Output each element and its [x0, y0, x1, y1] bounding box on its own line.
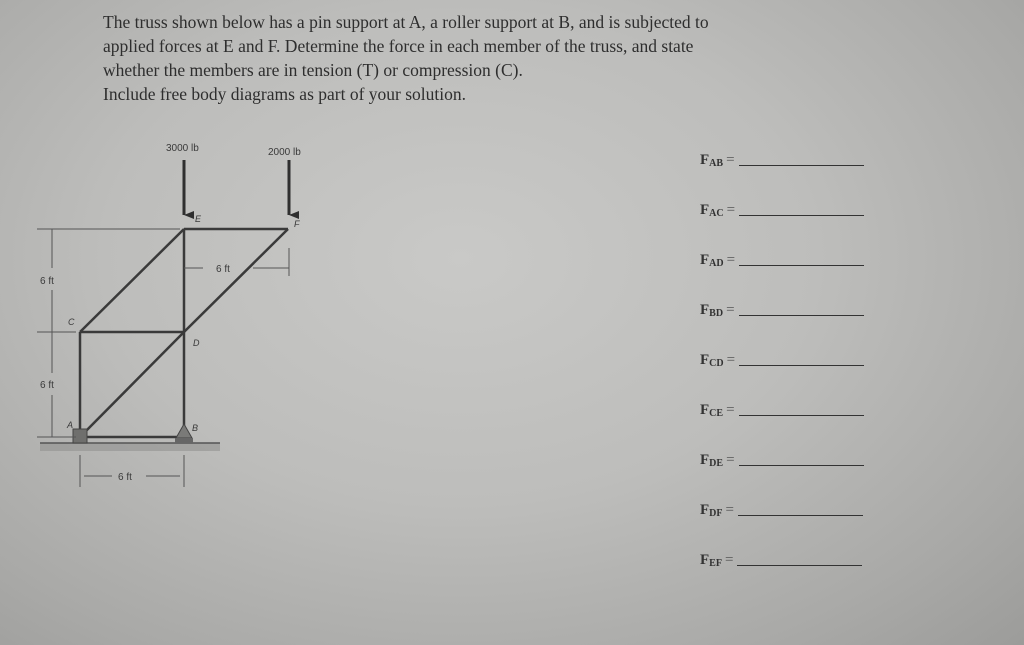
answer-label: FAD [700, 252, 724, 269]
roller-support-b [175, 424, 193, 443]
node-label-a: A [67, 420, 74, 430]
problem-line-2: applied forces at E and F. Determine the force in each member of the truss, and state [103, 36, 694, 56]
answer-row-ac: FAC = [700, 195, 864, 219]
member-ad [80, 332, 184, 437]
member-df [184, 229, 288, 332]
answer-blank-ab[interactable] [739, 165, 864, 166]
answer-blank-ef[interactable] [737, 565, 862, 566]
answer-row-ef: FEF = [700, 545, 862, 569]
answer-blank-de[interactable] [739, 465, 864, 466]
answer-blank-ad[interactable] [739, 265, 864, 266]
dim-label-upper-height: 6 ft [40, 276, 54, 287]
node-label-b: B [192, 423, 199, 433]
answer-label: FDE [700, 452, 724, 469]
answer-blank-cd[interactable] [739, 365, 864, 366]
load-label-f: 2000 lb [268, 147, 301, 158]
truss-members [80, 229, 288, 437]
answer-label: FBD [700, 302, 724, 319]
node-label-d: D [193, 338, 200, 348]
answer-label: FCE [700, 402, 724, 419]
member-ce [80, 229, 184, 332]
answer-label: FAB [700, 152, 724, 169]
answer-label: FDF [700, 502, 723, 519]
node-label-e: E [195, 214, 202, 224]
answer-row-bd: FBD = [700, 295, 864, 319]
answer-row-ad: FAD = [700, 245, 864, 269]
answer-row-de: FDE = [700, 445, 864, 469]
answer-blank-ce[interactable] [739, 415, 864, 416]
answer-row-df: FDF = [700, 495, 863, 519]
problem-line-4: Include free body diagrams as part of your solution. [103, 84, 467, 104]
pin-support-a [73, 429, 87, 443]
answer-row-cd: FCD = [700, 345, 864, 369]
load-label-e: 3000 lb [166, 143, 199, 154]
ground [40, 443, 220, 451]
dim-label-lower-height: 6 ft [40, 380, 54, 391]
answer-blank-df[interactable] [738, 515, 863, 516]
dim-label-top-width: 6 ft [216, 264, 230, 275]
problem-line-1: The truss shown below has a pin support at A, a roller support at B, and is subjected to [103, 12, 709, 32]
answer-row-ab: FAB = [700, 145, 864, 169]
node-label-c: C [68, 317, 75, 327]
answer-label: FCD [700, 352, 724, 369]
answer-blank-bd[interactable] [739, 315, 864, 316]
answer-row-ce: FCE = [700, 395, 864, 419]
problem-line-3: whether the members are in tension (T) or compression (C). [103, 60, 523, 80]
node-label-f: F [294, 219, 300, 229]
answer-label: FAC [700, 202, 724, 219]
dim-label-base-width: 6 ft [118, 472, 132, 483]
answer-blank-ac[interactable] [739, 215, 864, 216]
answer-label: FEF [700, 552, 722, 569]
